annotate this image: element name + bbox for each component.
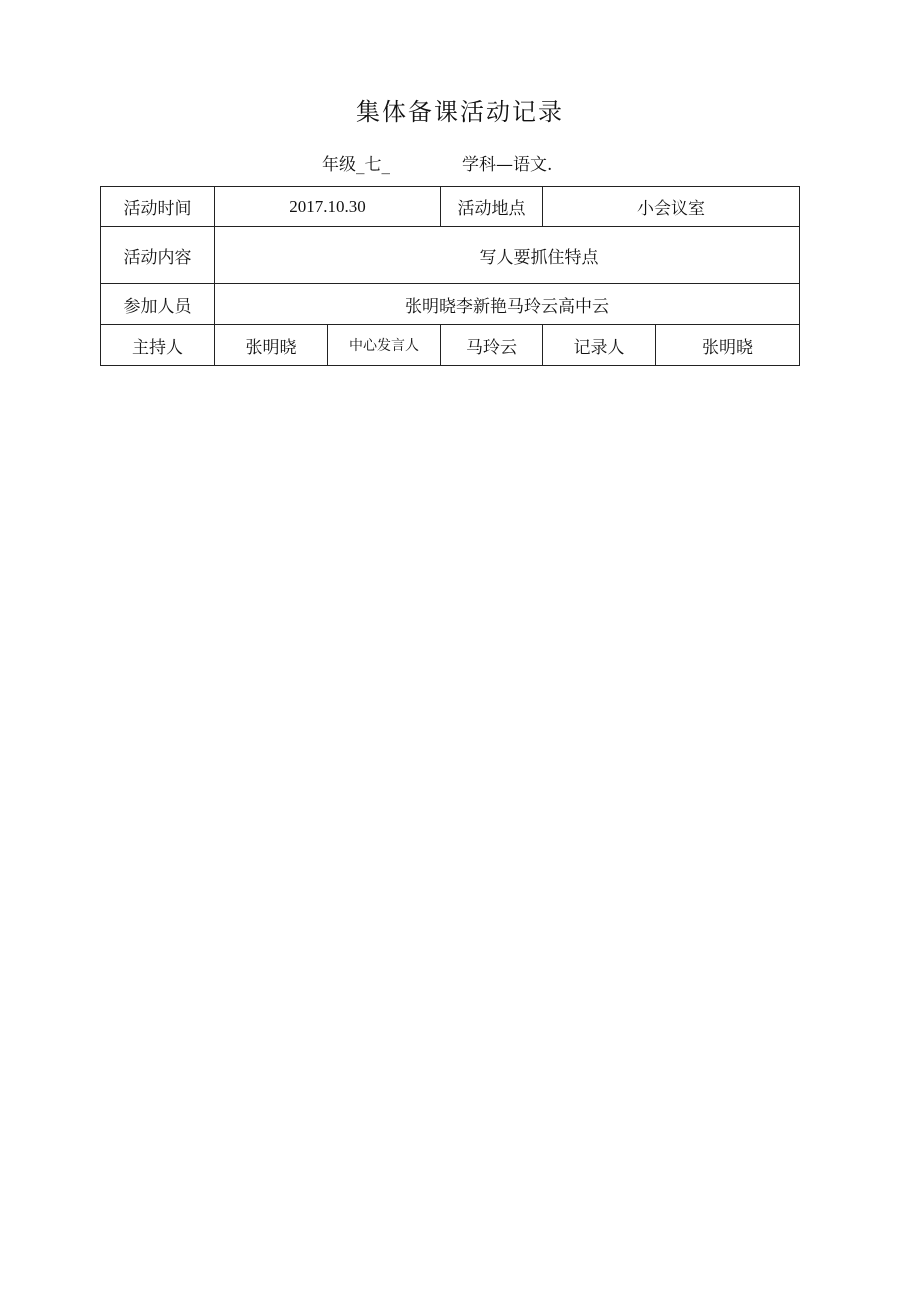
table-row [101,187,800,227]
recorder-value-cell: 张明晓 [656,325,800,366]
speaker-value-cell: 马玲云 [441,325,543,366]
table-row [101,325,800,366]
place-value-cell: 小会议室 [543,187,800,227]
grade-text: 年级_七_ [322,155,390,175]
recorder-label-cell: 记录人 [543,325,656,366]
participants-label-cell: 参加人员 [101,284,215,325]
host-value-cell: 张明晓 [215,325,328,366]
content-label-cell: 活动内容 [101,227,215,284]
content-value-cell: 写人要抓住特点 [215,227,800,284]
time-label-cell: 活动时间 [101,187,215,227]
host-label-cell: 主持人 [101,325,215,366]
activity-record-table [100,186,800,366]
page-title: 集体备课活动记录 [356,98,564,126]
place-label-cell: 活动地点 [441,187,543,227]
table-row [101,284,800,325]
speaker-label-cell: 中心发言人 [328,325,441,366]
subject-text: 学科—语文. [462,155,553,175]
table-row [101,227,800,284]
participants-value-cell: 张明晓李新艳马玲云高中云 [215,284,800,325]
time-value-cell: 2017.10.30 [215,187,441,227]
